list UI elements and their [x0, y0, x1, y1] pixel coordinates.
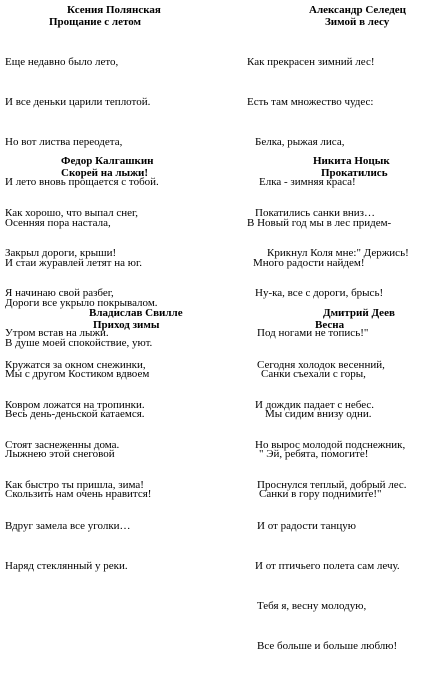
- poem-line: Санки съехали с горы,: [261, 367, 366, 380]
- poem-line: " Эй, ребята, помогите!: [259, 448, 369, 461]
- poem-line: И стаи журавлей летят на юг.: [5, 256, 142, 269]
- poem-line: И от радости танцую: [257, 519, 356, 532]
- poem-line: Как хорошо, что выпал снег,: [5, 206, 139, 219]
- poem-line: Елка - зимняя краса!: [259, 176, 356, 189]
- poem-line: Как прекрасен зимний лес!: [247, 55, 375, 68]
- poem-line: И все деньки царили теплотой.: [5, 96, 151, 109]
- poem-vesna: [247, 307, 432, 681]
- poem-line: Наряд стеклянный у реки.: [5, 559, 128, 572]
- poem-line: И лето вновь прощается с тобой.: [5, 176, 159, 189]
- poem-line: Покатились санки вниз…: [255, 206, 376, 219]
- poem-line: Закрыл дороги, крыши!: [5, 247, 117, 260]
- poem-lines: [5, 332, 205, 600]
- poem-line: Все больше и больше люблю!: [257, 640, 398, 653]
- poem-line: Дороги все укрыло покрывалом.: [5, 297, 158, 310]
- poem-line: Санки в гору поднимите!": [259, 488, 382, 501]
- poem-title: Скорей на лыжи!: [61, 167, 149, 179]
- poem-line: Лыжнею этой снеговой: [5, 448, 115, 461]
- poem-line: Кружатся за окном снежинки,: [5, 358, 146, 371]
- poem-line: В душе моей спокойствие, уют.: [5, 337, 153, 350]
- poem-author: Александр Селедец: [309, 4, 407, 16]
- poem-line: Еще недавно было лето,: [5, 55, 119, 68]
- poem-line: Как быстро ты пришла, зима!: [5, 479, 144, 492]
- poem-line: Белка, рыжая лиса,: [255, 136, 345, 149]
- poem-line: Утром встав на лыжи.: [5, 327, 109, 340]
- poem-line: И от птичьего полета сам лечу.: [255, 559, 400, 572]
- poem-author: Ксения Полянская: [67, 4, 161, 16]
- poem-line: Скользить нам очень нравится!: [5, 488, 152, 501]
- poem-prikhod-zimy: [5, 307, 205, 600]
- poem-line: Но вот листва переодета,: [5, 136, 123, 149]
- poem-author: Федор Калгашкин: [61, 155, 154, 167]
- poem-author: Дмитрий Деев: [323, 307, 395, 319]
- poem-line: Есть там множество чудес:: [247, 96, 374, 109]
- poem-line: Ковром ложатся на тропинки.: [5, 399, 145, 412]
- poem-line: Весь день-деньской катаемся.: [5, 407, 145, 420]
- poem-line: Вдруг замела все уголки…: [5, 519, 131, 532]
- poem-line: Мы сидим внизу одни.: [265, 407, 372, 420]
- poem-title: Прощание с летом: [49, 16, 141, 28]
- poem-line: Сегодня холодок весенний,: [257, 358, 385, 371]
- poem-line: Тебя я, весну молодую,: [257, 600, 367, 613]
- poem-lines: [247, 332, 432, 681]
- poem-line: Ну-ка, все с дороги, брысь!: [255, 287, 384, 300]
- poem-line: И дождик падает с небес.: [255, 399, 375, 412]
- poem-title: Приход зимы: [93, 319, 160, 331]
- poem-line: Я начинаю свой разбег,: [5, 287, 114, 300]
- poem-line: Осенняя пора настала,: [5, 216, 111, 229]
- poem-author: Никита Ноцык: [313, 155, 390, 167]
- poem-line: Мы с другом Костиком вдвоем: [5, 367, 150, 380]
- poem-author: Владислав Свилле: [89, 307, 183, 319]
- poem-line: Стоят заснеженны дома.: [5, 439, 120, 452]
- poem-line: Крикнул Коля мне:" Держись!: [267, 247, 409, 260]
- poem-title: Весна: [315, 319, 345, 331]
- poem-title: Зимой в лесу: [325, 16, 390, 28]
- poem-line: Но вырос молодой подснежник,: [255, 439, 406, 452]
- poem-line: Проснулся теплый, добрый лес.: [257, 479, 407, 492]
- poem-title: Прокатились: [321, 167, 388, 179]
- poem-line: Много радости найдем!: [253, 256, 365, 269]
- poem-line: В Новый год мы в лес придем-: [247, 216, 392, 229]
- poem-line: Под ногами не топись!": [257, 327, 369, 340]
